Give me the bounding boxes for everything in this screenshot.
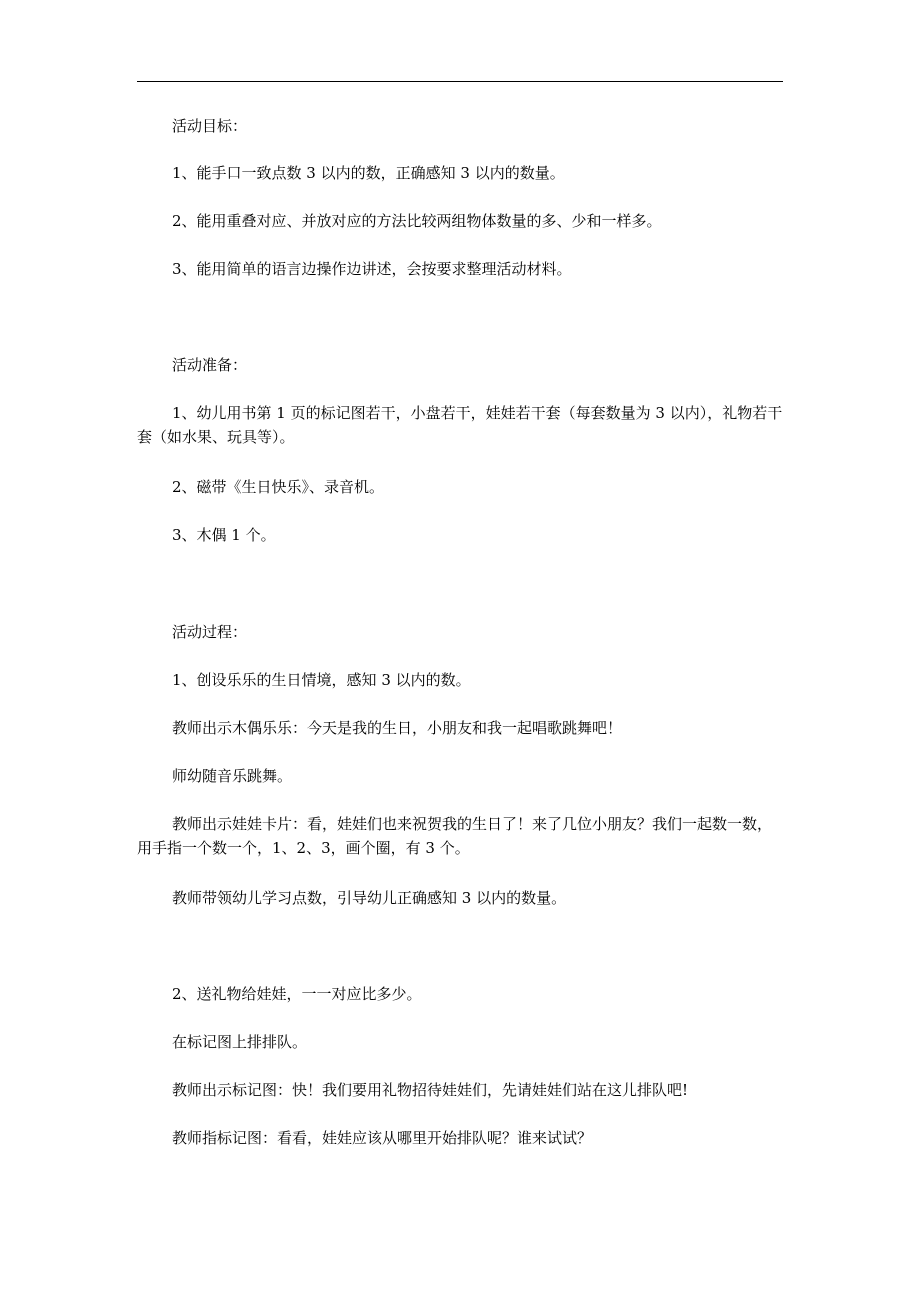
goals-heading: 活动目标： [172,117,248,135]
process-paragraph: 师幼随音乐跳舞。 [172,767,293,785]
prep-item-2: 2、磁带《生日快乐》、录音机。 [172,478,385,496]
process-paragraph: 教师出示娃娃卡片：看，娃娃们也来祝贺我的生日了！来了几位小朋友？我们一起数一数，用手指一个数一个，1、2、3，画个圈，有 3 个。 [137,815,773,857]
prep-heading: 活动准备： [172,356,248,374]
process-paragraph: 教师指标记图：看看，娃娃应该从哪里开始排队呢？谁来试试？ [172,1129,593,1147]
goal-item-1: 1、能手口一致点数 3 以内的数，正确感知 3 以内的数量。 [172,164,565,182]
process-paragraph: 在标记图上排排队。 [172,1033,308,1051]
header-rule [137,81,783,82]
process-heading: 活动过程： [172,623,248,641]
process-paragraph: 教师出示木偶乐乐：今天是我的生日，小朋友和我一起唱歌跳舞吧！ [172,719,623,737]
process-paragraph: 教师出示标记图：快！我们要用礼物招待娃娃们，先请娃娃们站在这儿排队吧! [172,1081,689,1099]
prep-item-1: 1、幼儿用书第 1 页的标记图若干，小盘若干，娃娃若干套（每套数量为 3 以内），礼物若干套（如水果、玩具等）。 [137,404,783,446]
goal-item-2: 2、能用重叠对应、并放对应的方法比较两组物体数量的多、少和一样多。 [172,212,662,230]
process-step-1: 1、创设乐乐的生日情境，感知 3 以内的数。 [172,671,471,689]
prep-item-3: 3、木偶 1 个。 [172,526,276,544]
process-step-2: 2、送礼物给娃娃，一一对应比多少。 [172,985,422,1003]
goal-item-3: 3、能用简单的语言边操作边讲述，会按要求整理活动材料。 [172,260,572,278]
process-paragraph: 教师带领幼儿学习点数，引导幼儿正确感知 3 以内的数量。 [172,889,567,907]
